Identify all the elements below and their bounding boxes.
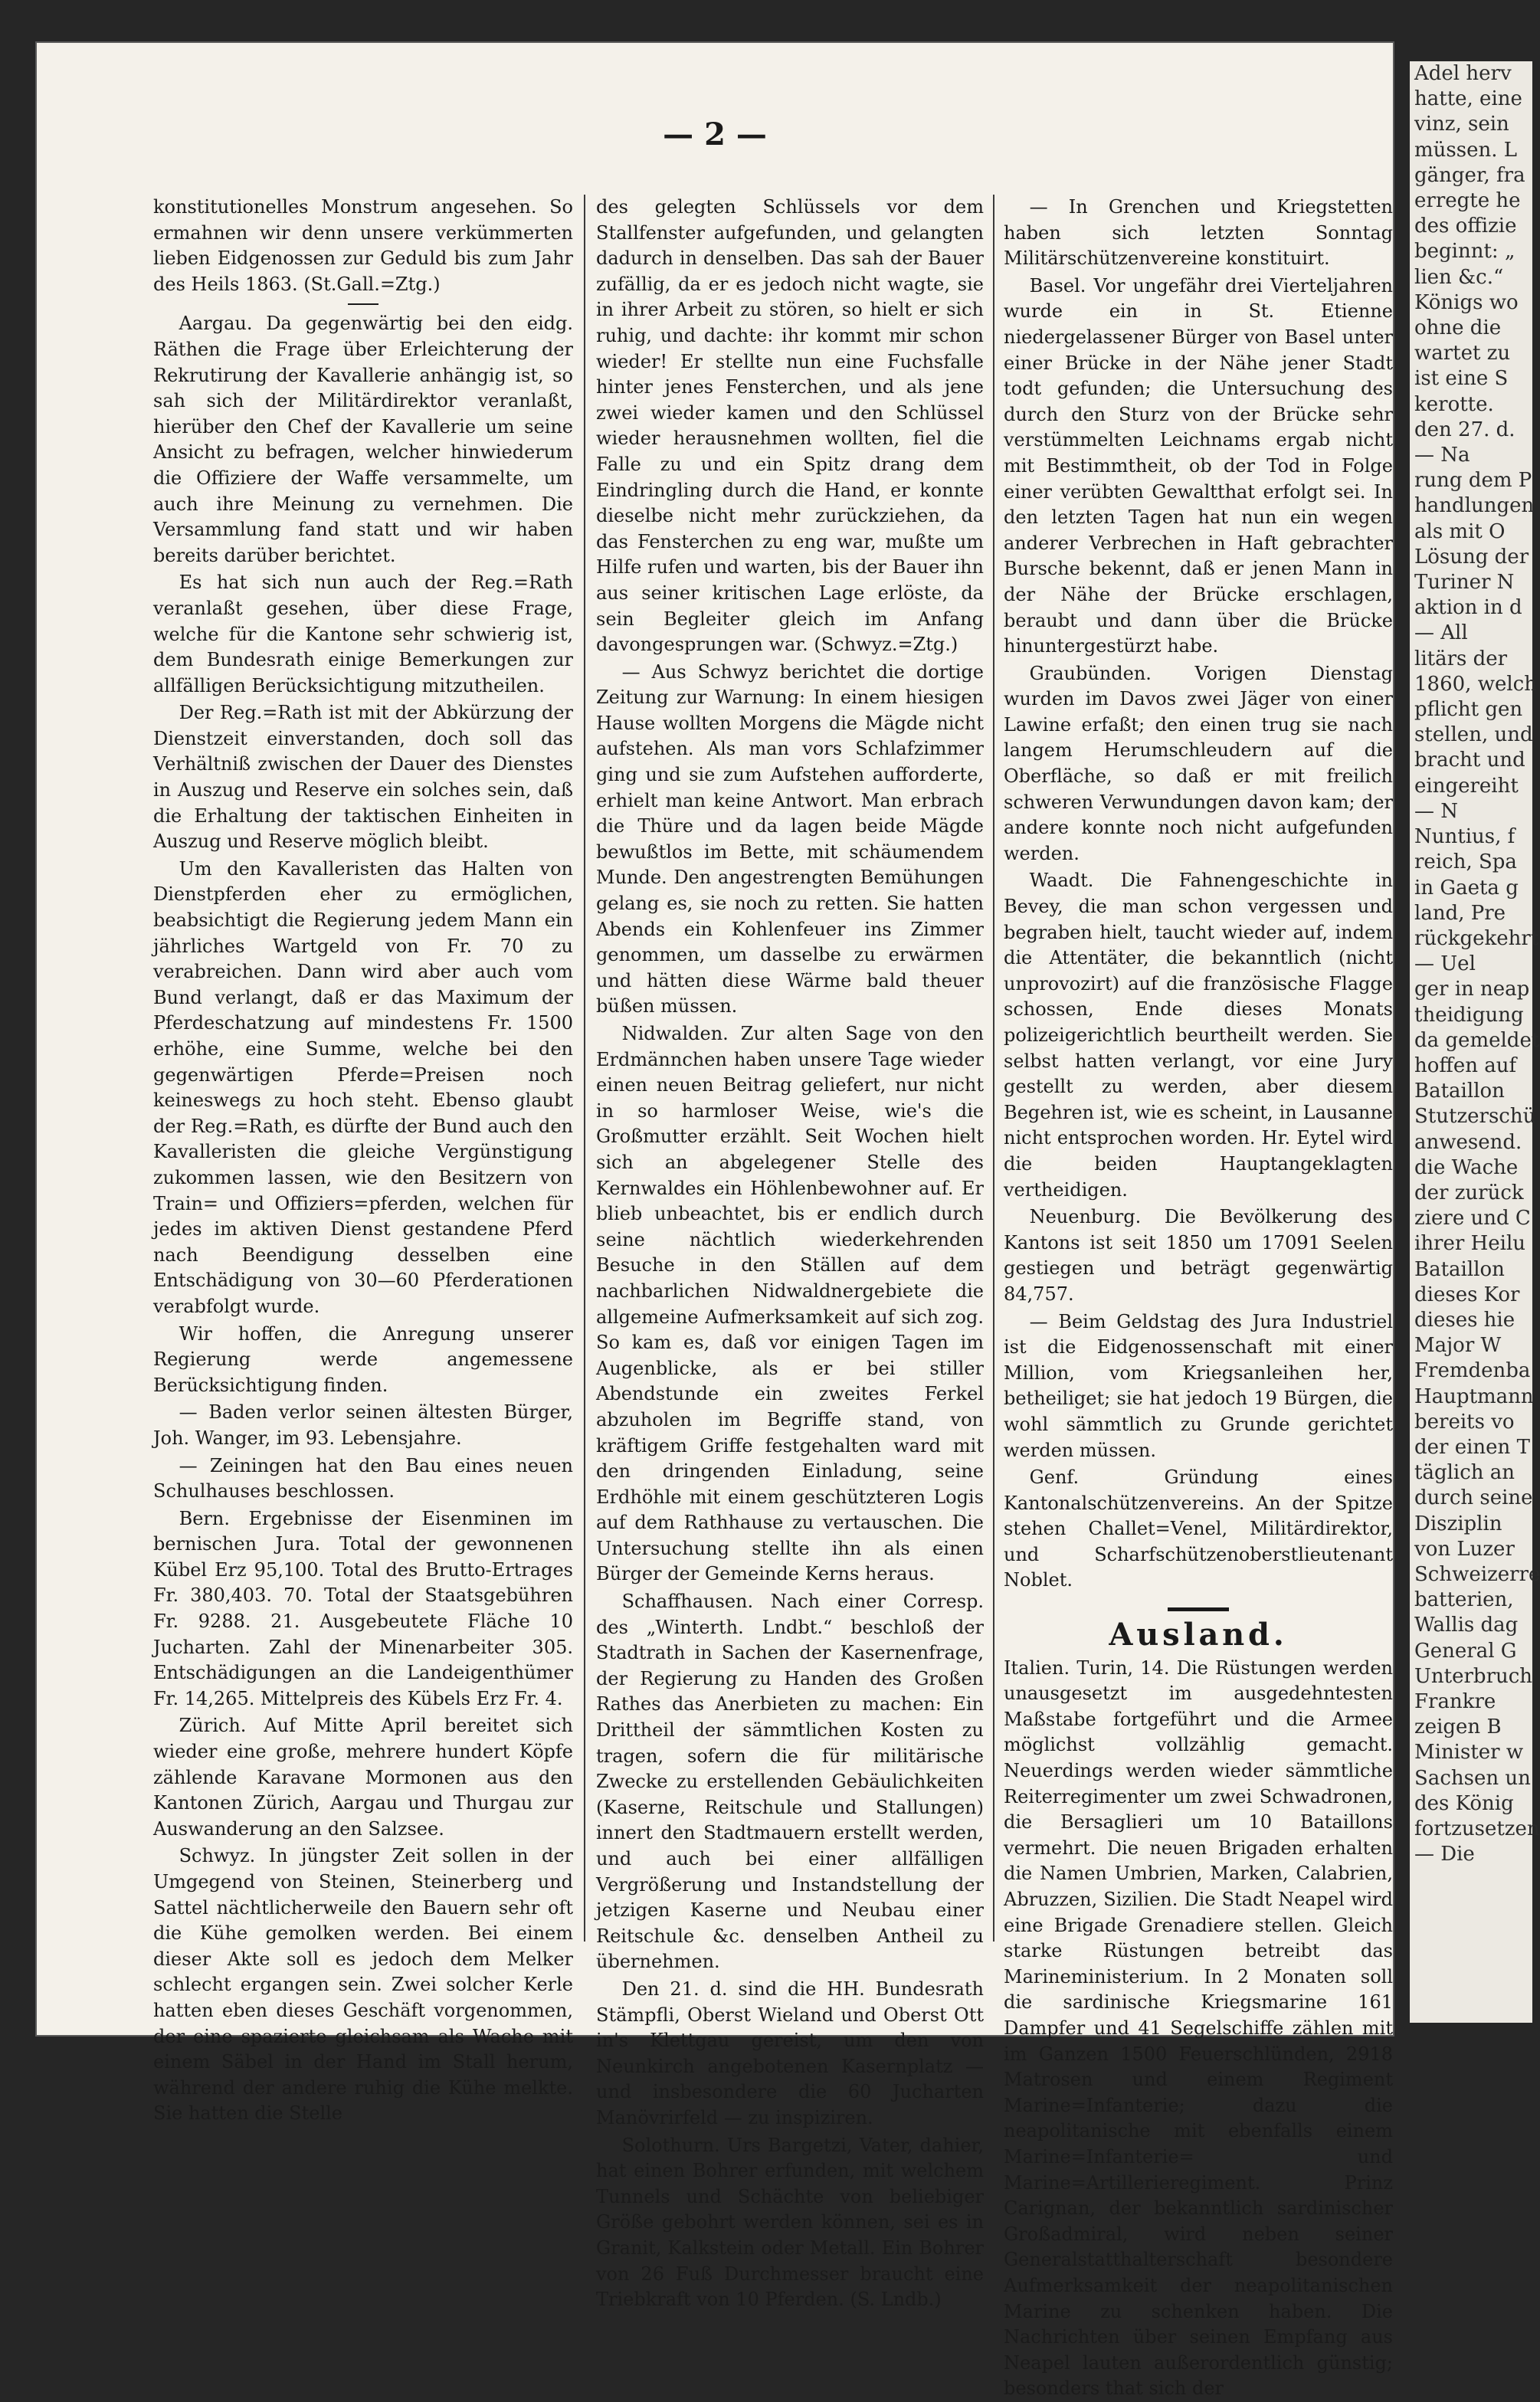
adjacent-page-line: Minister w <box>1414 1741 1524 1765</box>
article-paragraph: — Aus Schwyz berichtet die dortige Zeitung zur Warnung: In einem hiesigen Hause wollten Morgens die Mägde nicht aufstehen. Als man vors Schlafzimmer ging und sie zum Aufstehen aufforderte, erhielt man keine Antwort. Man erbrach die Thüre und da lagen beide Mägde bewußtlos im Bette, mit schäumendem Munde. Den angestrengten Bemühungen gelang es, sie noch zu retten. Sie hatten Abends ein Kohlenfeuer ins Zimmer genommen, um dasselbe zu erwärmen und hätten diese Wärme bald theuer büßen müssen. <box>596 660 984 1017</box>
adjacent-page-line: — All <box>1414 621 1468 645</box>
article-paragraph: Der Reg.=Rath ist mit der Abkürzung der Dienstzeit einverstanden, doch soll das Verhältniß zwischen der Dauer des Dienstes in Auszug und Reserve ein solches sein, daß die Erhaltung der taktischen Einheiten in Auszug und Reserve möglich bleibt. <box>153 702 573 853</box>
column-rule <box>584 195 585 1942</box>
adjacent-page-line: den 27. d. <box>1414 418 1515 441</box>
adjacent-page-line: ziere und C <box>1414 1207 1531 1230</box>
article-paragraph: Schaffhausen. Nach einer Corresp. des „Winterth. Lndbt.“ beschloß der Stadtrath in Sachen der Kasernenfrage, der Regierung zu Handen des Großen Rathes das Anerbieten zu machen: Ein Drittheil der sämmtlichen Kosten zu tragen, sofern die für militärische Zwecke zu erstellenden Gebäulichkeiten (Kaserne, Reitschule und Stallungen) innert den Stadtmauern erstellt werden, und auch bei einer allfälligen Vergrößerung und Instandstellung der jetzigen Kaserne und Neubau einer Reitschule &c. denselben Antheil zu übernehmen. <box>596 1591 984 1973</box>
adjacent-page-line: in Gaeta g <box>1414 876 1519 900</box>
adjacent-page-line: Disziplin <box>1414 1512 1502 1535</box>
adjacent-page-line: anwesend. <box>1414 1130 1522 1154</box>
adjacent-page-line: — Na <box>1414 444 1470 467</box>
adjacent-page-line: handlungen <box>1414 494 1535 518</box>
adjacent-page-line: rückgekehrt <box>1414 926 1539 950</box>
adjacent-page-line: zeigen B <box>1414 1715 1502 1739</box>
adjacent-page-line: ihrer Heilu <box>1414 1232 1526 1256</box>
article-paragraph: Es hat sich nun auch der Reg.=Rath veranlaßt gesehen, über diese Frage, welche für die Kantone sehr schwierig ist, dem Bundesrath einige Bemerkungen zur allfälligen Berücksichtigung mitzutheilen. <box>153 572 573 696</box>
adjacent-page-line: — Uel <box>1414 952 1476 976</box>
adjacent-page-line: bracht und <box>1414 749 1525 772</box>
adjacent-page-line: wartet zu <box>1414 342 1511 365</box>
article-paragraph: Solothurn. Urs Bargetzi, Vater, dahier, hat einen Bohrer erfunden, mit welchem Tunnels und Schächte von beliebiger Größe gebohrt werden können, sei es in Granit, Kalkstein oder Metall. Ein Bohrer von 26 Fuß Durchmesser braucht eine Triebkraft von 10 Pferden. (S. Lndb.) <box>596 2134 984 2311</box>
adjacent-page-line: Bataillon <box>1414 1080 1505 1103</box>
adjacent-page-line: ist eine S <box>1414 367 1509 391</box>
adjacent-page-line: reich, Spa <box>1414 850 1517 874</box>
adjacent-page-line: batterien, <box>1414 1588 1514 1612</box>
adjacent-page-line: von Luzer <box>1414 1537 1515 1561</box>
adjacent-page-line: Schweizerre <box>1414 1562 1540 1586</box>
adjacent-page-line: müssen. L <box>1414 138 1518 162</box>
adjacent-page-line: Königs wo <box>1414 290 1519 314</box>
article-paragraph: Neuenburg. Die Bevölkerung des Kantons ist seit 1850 um 17091 Seelen gestiegen und beträgt gegenwärtig 84,757. <box>1004 1206 1393 1305</box>
article-paragraph: Nidwalden. Zur alten Sage von den Erdmännchen haben unsere Tage wieder einen neuen Beitrag geliefert, nur nicht in so harmloser Weise, wie's die Großmutter erzählt. Seit Wochen hielt sich an abgelegener Stelle des Kernwaldes ein Höhlenbewohner auf. Er blieb unbeachtet, bis er endlich durch seine nächtlich wiederkehrenden Besuche in den Ställen auf dem nachbarlichen Nidwaldnergebiete die allgemeine Aufmerksamkeit auf sich zog. So kam es, daß vor einigen Tagen im Augenblicke, als er bei stiller Abendstunde ein zweites Ferkel abzuholen im Begriffe stand, von kräftigem Griffe festgehalten ward mit den dringenden Einladung, seine Erdhöhle mit einem geschützteren Logis auf dem Rathhause zu vertauschen. Die Untersuchung stellte ihn als einen Bürger der Gemeinde Kerns heraus. <box>596 1023 984 1585</box>
adjacent-page-line: Stutzerschü <box>1414 1105 1536 1129</box>
article-paragraph: Bern. Ergebnisse der Eisenminen im bernischen Jura. Total der gewonnenen Kübel Erz 95,100. Total des Brutto-Ertrages Fr. 380,403. 70. Total der Staatsgebühren Fr. 9288. 21. Ausgebeutete Fläche 10 Jucharten. Zahl der Minenarbeiter 305. Entschädigungen an die Landeigenthümer Fr. 14,265. Mittelpreis des Kübels Erz Fr. 4. <box>153 1507 573 1709</box>
article-paragraph: Aargau. Da gegenwärtig bei den eidg. Räthen die Frage über Erleichterung der Rekrutirung der Kavallerie anhängig ist, so sah sich der Militärdirektor veranlaßt, hierüber den Chef der Kavallerie um seine Ansicht zu befragen, welcher hinwiederum die Offiziere der Waffe versammelte, um auch ihre Meinung zu vernehmen. Die Versammlung fand statt und wir haben bereits darüber berichtet. <box>153 313 573 566</box>
article-paragraph: Basel. Vor ungefähr drei Vierteljahren wurde ein in St. Etienne niedergelassener Bürger von Basel unter einer Brücke in der Nähe jener Stadt todt gefunden; die Untersuchung des durch den Sturz von der Brücke sehr verstümmelten Leichnams ergab nicht mit Bestimmtheit, ob der Tod in Folge einer verübten Gewaltthat erfolgt sei. In den letzten Tagen hat nun ein wegen anderer Verbrechen in Haft gebrachter Bursche bekennt, daß er jenen Mann in der Nähe der Brücke erschlagen, beraubt und dann über die Brücke hinuntergestürzt habe. <box>1004 274 1393 657</box>
article-paragraph: Italien. Turin, 14. Die Rüstungen werden unausgesetzt im ausgedehntesten Maßstabe fortgeführt und die Armee möglichst vollzählig gemacht. Neuerdings werden wieder sämmtliche Reiterregimenter um zwei Schwadronen, die Bersaglieri um 10 Bataillons vermehrt. Die neuen Brigaden erhalten die Namen Umbrien, Marken, Calabrien, Abruzzen, Sizilien. Die Stadt Neapel wird eine Brigade Grenadiere stellen. Gleich starke Rüstungen betreibt das Marineministerium. In 2 Monaten soll die sardinische Kriegsmarine 161 Dampfer und 41 Segelschiffe zählen mit im Ganzen 1500 Feuerschlünden, 2918 Matrosen und einem Regiment Marine=Infanterie; dazu die neapolitanische mit ebenfalls einem Marine=Infanterie= und Marine=Artillerieregiment. Prinz Carignan, der bekanntlich sardinischer Großadmiral, wird neben seiner Generalstatthalterschaft besondere Aufmerksamkeit der neapolitanischen Marine zu schenken haben. Die Nachrichten über seinen Empfang aus Neapel lauten außerordentlich günstig; besonders that sich der <box>1004 1656 1393 2400</box>
adjacent-page-line: Frankre <box>1414 1690 1496 1713</box>
adjacent-page-line: fortzusetzen <box>1414 1817 1540 1841</box>
adjacent-page-line: vinz, sein <box>1414 113 1509 136</box>
adjacent-page-line: Hauptmann <box>1414 1385 1534 1408</box>
adjacent-page-line: erregte he <box>1414 189 1521 213</box>
adjacent-page-line: da gemeldet <box>1414 1028 1540 1052</box>
adjacent-page-line: theidigung <box>1414 1003 1524 1027</box>
article-paragraph: Wir hoffen, die Anregung unserer Regierung werde angemessene Berücksichtigung finden. <box>153 1322 573 1396</box>
page-number: — 2 — <box>663 116 767 152</box>
adjacent-page-line: Turiner N <box>1414 571 1515 595</box>
article-paragraph: — In Grenchen und Kriegstetten haben sich letzten Sonntag Militärschützenvereine konstituirt. <box>1004 196 1393 270</box>
adjacent-page-line: pflicht gen <box>1414 698 1523 722</box>
column-2 <box>596 195 984 2311</box>
adjacent-page-line: Lösung der <box>1414 545 1529 569</box>
adjacent-page-line: Unterbruch <box>1414 1664 1533 1688</box>
article-paragraph: Waadt. Die Fahnengeschichte in Bevey, die man schon vergessen und begraben hielt, taucht wieder auf, indem die Attentäter, die bekanntlich (nicht unprovozirt) auf die französische Flagge schossen, Ende dieses Monats polizeigerichtlich beurtheilt werden. Sie selbst hatten verlangt, vor eine Jury gestellt zu werden, aber diesem Begehren ist, wie es scheint, in Lausanne nicht entsprochen worden. Hr. Eytel wird die beiden Hauptangeklagten vertheidigen. <box>1004 870 1393 1201</box>
adjacent-page-line: hatte, eine <box>1414 87 1522 111</box>
adjacent-page-line: Fremdenba <box>1414 1359 1531 1383</box>
adjacent-page-line: General G <box>1414 1639 1517 1663</box>
article-paragraph: Den 21. d. sind die HH. Bundesrath Stämpfli, Oberst Wieland und Oberst Ott in's Klettgau gereist, um den von Neunkirch angebotenen Kasernplatz — und insbesondere die 60 Jucharten Manövrirfeld — zu inspiziren. <box>596 1978 984 2128</box>
adjacent-page-line: gänger, fra <box>1414 163 1525 187</box>
article-paragraph: Schwyz. In jüngster Zeit sollen in der Umgegend von Steinen, Steinerberg und Sattel nächtlicherweile den Bauern sehr oft die Kühe gemolken werden. Bei einem dieser Akte soll es jedoch dem Melker schlecht ergangen sein. Zwei solcher Kerle hatten eben dieses Geschäft vorgenommen, der eine spazierte gleichsam als Wache mit einem Säbel in der Hand im Stall herum, während der andere ruhig die Kühe melkte. Sie hatten die Stelle <box>153 1845 573 2125</box>
article-paragraph: Zürich. Auf Mitte April bereitet sich wieder eine große, mehrere hundert Köpfe zählende Karavane Mormonen aus den Kantonen Zürich, Aargau und Thurgau zur Auswanderung an den Salzsee. <box>153 1715 573 1840</box>
adjacent-page-line: lien &c.“ <box>1414 265 1504 289</box>
adjacent-page-line: durch seine <box>1414 1486 1533 1510</box>
adjacent-page-line: stellen, und <box>1414 723 1533 747</box>
adjacent-page-line: — Die <box>1414 1843 1475 1866</box>
article-paragraph: konstitutionelles Monstrum angesehen. So ermahnen wir denn unsere verkümmerten lieben Eidgenossen zur Geduld bis zum Jahr des Heils 1863. (St.Gall.=Ztg.) <box>153 196 573 295</box>
newspaper-page <box>37 43 1393 2400</box>
adjacent-page-line: aktion in d <box>1414 596 1522 620</box>
adjacent-page-line: litärs der <box>1414 647 1508 670</box>
adjacent-page-line: ohne die <box>1414 316 1502 340</box>
article-separator <box>348 303 378 305</box>
adjacent-page-line: beginnt: „ <box>1414 240 1515 264</box>
adjacent-page-line: der zurück <box>1414 1181 1524 1204</box>
adjacent-page-line: Wallis dag <box>1414 1614 1519 1637</box>
article-paragraph: des gelegten Schlüssels vor dem Stallfenster aufgefunden, und gelangten dadurch in denselben. Das sah der Bauer zufällig, da er es jedoch nicht wagte, sie in ihrer Arbeit zu stören, so hielt er sich ruhig, und dachte: ihr kommt mir schon wieder! Er stellte nun eine Fuchsfalle hinter jenes Fensterchen, und als jene zwei wieder kamen und den Schlüssel wieder herausnehmen wollten, fiel die Falle zu und ein Spitz drang dem Eindringling durch die Hand, er konnte dieselbe nicht mehr zurückziehen, da das Fensterchen zu eng war, mußte um Hilfe rufen und warten, bis der Bauer ihn aus seiner kritischen Lage erlöste, da sein Begleiter gleich im Anfang davongesprungen war. (Schwyz.=Ztg.) <box>596 196 984 656</box>
adjacent-page-edge <box>1410 61 1540 2023</box>
adjacent-page-line: täglich an <box>1414 1461 1515 1485</box>
adjacent-page-line: ger in neap <box>1414 978 1530 1001</box>
article-paragraph: Um den Kavalleristen das Halten von Dienstpferden eher zu ermöglichen, beabsichtigt die Regierung jedem Mann ein jährliches Wartgeld von Fr. 70 zu verabreichen. Dann wird aber auch vom Bund verlangt, daß er das Maximum der Pferdeschatzung auf mindestens Fr. 1500 erhöhe, eine Summe, welche bei den gegenwärtigen Pferde=Preisen noch keineswegs zu hoch steht. Ebenso glaubt der Reg.=Rath, es dürfte der Bund auch den Kavalleristen die gleiche Vergünstigung zukommen lassen, wie den Besitzern von Train= und Offiziers=pferden, welchen für jedes im aktiven Dienst gestandene Pferd nach Beendigung desselben eine Entschädigung von 30—60 Pferderationen verabfolgt wurde. <box>153 857 573 1317</box>
adjacent-page-line: die Wache <box>1414 1155 1519 1179</box>
adjacent-page-line: dieses hie <box>1414 1308 1515 1332</box>
column-1 <box>153 195 573 2125</box>
column-3 <box>1004 195 1393 2400</box>
article-paragraph: — Baden verlor seinen ältesten Bürger, Joh. Wanger, im 93. Lebensjahre. <box>153 1401 573 1449</box>
article-paragraph: — Zeiningen hat den Bau eines neuen Schulhauses beschlossen. <box>153 1454 573 1502</box>
adjacent-page-line: Bataillon <box>1414 1257 1505 1281</box>
adjacent-page-line: land, Pre <box>1414 901 1506 925</box>
adjacent-page-line: hoffen auf <box>1414 1054 1517 1077</box>
section-separator <box>1168 1607 1229 1611</box>
adjacent-page-line: Nuntius, f <box>1414 825 1515 849</box>
adjacent-page-line: Adel herv <box>1414 62 1512 85</box>
adjacent-page-line: des König <box>1414 1791 1514 1815</box>
adjacent-page-line: rung dem P <box>1414 469 1532 493</box>
adjacent-page-line: des offizie <box>1414 215 1517 238</box>
adjacent-page-line: Sachsen un <box>1414 1766 1531 1790</box>
adjacent-page-line: bereits vo <box>1414 1410 1515 1434</box>
article-paragraph: Graubünden. Vorigen Dienstag wurden im Davos zwei Jäger von einer Lawine erfaßt; den einen trug sie nach langem Herumschleudern auf die Oberfläche, so daß er mit freilich schweren Verwundungen davon kam; der andere konnte noch nicht aufgefunden werden. <box>1004 662 1393 864</box>
adjacent-page-line: dieses Kor <box>1414 1283 1520 1306</box>
column-rule <box>993 195 994 1942</box>
section-heading-ausland: Ausland. <box>1109 1617 1288 1653</box>
adjacent-page-line: Major W <box>1414 1334 1502 1358</box>
adjacent-page-line: — N <box>1414 799 1459 823</box>
adjacent-page-line: 1860, welch <box>1414 672 1537 696</box>
article-paragraph: — Beim Geldstag des Jura Industriel ist die Eidgenossenschaft mit einer Million, vom Kriegsanleihen her, betheiliget; sie hat jedoch 19 Bürgen, die wohl sämmtlich zu Grunde gerichtet werden müssen. <box>1004 1310 1393 1461</box>
article-paragraph: Genf. Gründung eines Kantonalschützenvereins. An der Spitze stehen Challet=Venel, Militärdirektor, und Scharfschützenoberstlieutenant Noblet. <box>1004 1466 1393 1591</box>
adjacent-page-line: als mit O <box>1414 519 1506 543</box>
adjacent-page-line: kerotte. <box>1414 392 1494 416</box>
adjacent-page-line: eingereiht <box>1414 774 1519 798</box>
adjacent-page-line: der einen T <box>1414 1435 1530 1459</box>
